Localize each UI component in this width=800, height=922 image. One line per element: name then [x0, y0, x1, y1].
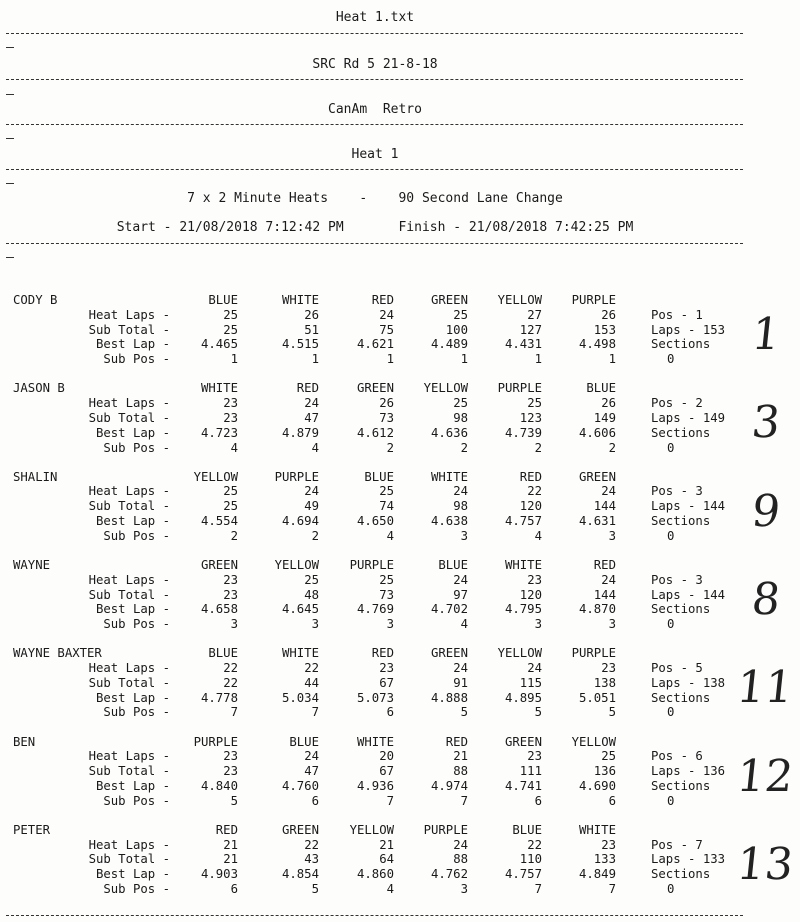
result-cell: 43 — [304, 852, 319, 867]
result-cell: 4.690 — [578, 778, 616, 793]
event-heading: SRC Rd 5 21-8-18 — [312, 57, 438, 72]
result-cell: 88 — [453, 764, 468, 779]
result-cell: 21 — [379, 837, 394, 852]
heat-laps-label: Heat Laps - — [88, 396, 170, 411]
lane-color: PURPLE — [571, 646, 616, 661]
dashed-divider — [6, 79, 743, 80]
result-cell: 5 — [230, 793, 238, 808]
result-cell: 123 — [519, 410, 542, 425]
result-cell: 23 — [223, 764, 238, 779]
dashed-divider — [6, 243, 743, 244]
result-cell: 3 — [460, 528, 468, 543]
laps-value: Laps - 133 — [651, 852, 726, 867]
result-cell: 22 — [527, 837, 542, 852]
result-cell: 23 — [527, 749, 542, 764]
sub-pos-label: Sub Pos - — [103, 528, 170, 543]
driver-name: WAYNE — [13, 557, 51, 572]
lane-color: GREEN — [504, 734, 542, 749]
lane-color: WHITE — [200, 381, 238, 396]
sub-total-label: Sub Total - — [88, 764, 170, 779]
result-cell: 4.849 — [578, 867, 616, 882]
result-cell: 4.694 — [281, 514, 319, 528]
laps-value: Laps - 153 — [651, 322, 726, 337]
result-cell: 3 — [534, 617, 542, 632]
result-cell: 3 — [608, 528, 616, 543]
result-cell: 1 — [311, 352, 319, 367]
lane-color: WHITE — [356, 734, 394, 749]
lane-color: PURPLE — [497, 381, 542, 396]
result-cell: 111 — [519, 764, 542, 779]
result-cell: 4.903 — [200, 867, 238, 882]
result-cell: 2 — [460, 440, 468, 455]
result-cell: 7 — [534, 882, 542, 896]
result-cell: 4.723 — [200, 425, 238, 440]
sections-value: 0 — [667, 793, 675, 808]
result-cell: 144 — [593, 499, 616, 514]
result-cell: 24 — [379, 307, 394, 322]
result-cell: 153 — [593, 322, 616, 337]
result-cell: 25 — [304, 572, 319, 587]
best-lap-label: Best Lap - — [95, 778, 170, 793]
lane-color: WHITE — [281, 646, 319, 661]
handwritten-rank: 8 — [749, 573, 783, 625]
result-cell: 4 — [311, 440, 319, 455]
result-cell: 3 — [230, 617, 238, 632]
best-lap-label: Best Lap - — [95, 690, 170, 705]
sections-label: Sections — [651, 602, 711, 617]
result-cell: 100 — [445, 322, 468, 337]
result-cell: 4.860 — [356, 867, 394, 882]
result-cell: 6 — [230, 882, 238, 896]
lane-color: RED — [371, 646, 394, 661]
result-cell: 25 — [223, 499, 238, 514]
result-cell: 4.888 — [430, 690, 468, 705]
lane-color: BLUE — [438, 557, 468, 572]
result-cell: 4.636 — [430, 425, 468, 440]
result-cell: 67 — [379, 675, 394, 690]
result-cell: 23 — [223, 410, 238, 425]
result-cell: 98 — [453, 410, 468, 425]
result-cell: 3 — [608, 617, 616, 632]
result-cell: 25 — [527, 396, 542, 411]
result-cell: 2 — [608, 440, 616, 455]
result-cell: 4 — [230, 440, 238, 455]
result-cell: 24 — [527, 661, 542, 675]
result-cell: 4.489 — [430, 337, 468, 352]
sub-total-label: Sub Total - — [88, 322, 170, 337]
result-cell: 23 — [223, 396, 238, 411]
result-cell: 4.498 — [578, 337, 616, 352]
result-cell: 75 — [379, 322, 394, 337]
result-cell: 4 — [460, 617, 468, 632]
heat-laps-label: Heat Laps - — [88, 484, 170, 499]
position-value: Pos - 2 — [651, 396, 703, 411]
position-value: Pos - 3 — [651, 572, 703, 587]
result-cell: 1 — [608, 352, 616, 367]
result-cell: 25 — [223, 322, 238, 337]
result-cell: 2 — [311, 528, 319, 543]
result-cell: 5.051 — [578, 690, 616, 705]
result-cell: 4.974 — [430, 778, 468, 793]
lane-color: YELLOW — [497, 646, 542, 661]
result-cell: 26 — [304, 307, 319, 322]
result-cell: 25 — [379, 484, 394, 499]
result-cell: 21 — [223, 837, 238, 852]
result-cell: 3 — [386, 617, 394, 632]
result-cell: 4.854 — [281, 867, 319, 882]
sections-value: 0 — [667, 528, 675, 543]
divider-stub — [6, 138, 14, 139]
result-cell: 27 — [527, 307, 542, 322]
driver-name: SHALIN — [13, 469, 58, 484]
result-cell: 4.658 — [200, 602, 238, 617]
result-cell: 6 — [608, 793, 616, 808]
sections-label: Sections — [651, 425, 711, 440]
result-cell: 22 — [304, 661, 319, 675]
dashed-divider — [6, 915, 743, 916]
result-cell: 6 — [534, 793, 542, 808]
result-cell: 4.702 — [430, 602, 468, 617]
result-cell: 4.621 — [356, 337, 394, 352]
result-cell: 4.840 — [200, 778, 238, 793]
heat-laps-label: Heat Laps - — [88, 749, 170, 764]
result-cell: 4.741 — [504, 778, 542, 793]
result-cell: 23 — [601, 661, 616, 675]
result-cell: 4.769 — [356, 602, 394, 617]
best-lap-label: Best Lap - — [95, 425, 170, 440]
lane-color: GREEN — [430, 293, 468, 307]
dashed-divider — [6, 124, 743, 125]
sections-label: Sections — [651, 690, 711, 705]
result-cell: 25 — [601, 749, 616, 764]
result-cell: 22 — [304, 837, 319, 852]
result-cell: 5 — [608, 705, 616, 720]
divider-stub — [6, 47, 14, 48]
lane-color: PURPLE — [349, 557, 394, 572]
result-cell: 4.638 — [430, 514, 468, 528]
sections-value: 0 — [667, 882, 675, 896]
result-cell: 23 — [379, 661, 394, 675]
handwritten-rank: 1 — [749, 309, 783, 360]
position-value: Pos - 6 — [651, 749, 703, 764]
sub-total-label: Sub Total - — [88, 852, 170, 867]
result-cell: 4.936 — [356, 778, 394, 793]
result-cell: 4.757 — [504, 867, 542, 882]
result-cell: 7 — [386, 793, 394, 808]
lane-color: YELLOW — [274, 557, 319, 572]
lane-color: WHITE — [281, 293, 319, 307]
result-cell: 26 — [601, 307, 616, 322]
sub-pos-label: Sub Pos - — [103, 440, 170, 455]
result-cell: 24 — [453, 661, 468, 675]
sub-pos-label: Sub Pos - — [103, 793, 170, 808]
sections-label: Sections — [651, 778, 711, 793]
result-cell: 21 — [453, 749, 468, 764]
result-cell: 64 — [379, 852, 394, 867]
result-cell: 26 — [379, 396, 394, 411]
result-cell: 5 — [460, 705, 468, 720]
result-cell: 6 — [386, 705, 394, 720]
result-cell: 4.554 — [200, 514, 238, 528]
sections-label: Sections — [651, 337, 711, 352]
laps-value: Laps - 136 — [651, 764, 726, 779]
lane-color: GREEN — [200, 557, 238, 572]
sub-pos-label: Sub Pos - — [103, 705, 170, 720]
heat-laps-label: Heat Laps - — [88, 661, 170, 675]
divider-stub — [6, 183, 14, 184]
driver-name: CODY B — [13, 293, 58, 307]
handwritten-rank: 3 — [749, 397, 783, 449]
lane-color: WHITE — [504, 557, 542, 572]
result-cell: 4.606 — [578, 425, 616, 440]
best-lap-label: Best Lap - — [95, 514, 170, 528]
sections-value: 0 — [667, 617, 675, 632]
sub-total-label: Sub Total - — [88, 410, 170, 425]
lane-color: YELLOW — [571, 734, 616, 749]
sections-label: Sections — [651, 514, 711, 528]
result-cell: 138 — [593, 675, 616, 690]
laps-value: Laps - 138 — [651, 675, 726, 690]
heat-laps-label: Heat Laps - — [88, 572, 170, 587]
laps-value: Laps - 144 — [651, 499, 726, 514]
result-cell: 4.757 — [504, 514, 542, 528]
heat-laps-label: Heat Laps - — [88, 307, 170, 322]
result-cell: 47 — [304, 410, 319, 425]
result-cell: 110 — [519, 852, 542, 867]
handwritten-rank: 13 — [734, 838, 796, 890]
handwritten-rank: 9 — [749, 485, 783, 537]
result-cell: 23 — [601, 837, 616, 852]
heat-laps-label: Heat Laps - — [88, 837, 170, 852]
lane-color: BLUE — [512, 822, 542, 837]
lane-color: PURPLE — [274, 469, 319, 484]
handwritten-rank: 12 — [734, 750, 796, 802]
result-cell: 26 — [601, 396, 616, 411]
result-cell: 97 — [453, 587, 468, 602]
laps-value: Laps - 149 — [651, 410, 726, 425]
result-cell: 3 — [460, 882, 468, 896]
driver-name: PETER — [13, 822, 51, 837]
result-cell: 23 — [223, 749, 238, 764]
lane-color: PURPLE — [571, 293, 616, 307]
result-cell: 25 — [379, 572, 394, 587]
result-cell: 24 — [304, 484, 319, 499]
lane-color: BLUE — [364, 469, 394, 484]
result-cell: 74 — [379, 499, 394, 514]
result-cell: 5.034 — [281, 690, 319, 705]
best-lap-label: Best Lap - — [95, 867, 170, 882]
position-value: Pos - 1 — [651, 307, 703, 322]
divider-stub — [6, 257, 14, 258]
result-cell: 4.739 — [504, 425, 542, 440]
result-cell: 4.612 — [356, 425, 394, 440]
result-cell: 25 — [453, 396, 468, 411]
result-cell: 4.778 — [200, 690, 238, 705]
sub-total-label: Sub Total - — [88, 675, 170, 690]
result-cell: 23 — [527, 572, 542, 587]
result-cell: 4.895 — [504, 690, 542, 705]
result-cell: 3 — [311, 617, 319, 632]
result-cell: 149 — [593, 410, 616, 425]
sections-value: 0 — [667, 352, 675, 367]
result-cell: 120 — [519, 499, 542, 514]
result-cell: 51 — [304, 322, 319, 337]
result-cell: 24 — [304, 396, 319, 411]
dashed-divider — [6, 33, 743, 34]
result-cell: 6 — [311, 793, 319, 808]
result-cell: 98 — [453, 499, 468, 514]
result-cell: 4.879 — [281, 425, 319, 440]
dashed-divider — [6, 169, 743, 170]
file-title: Heat 1.txt — [335, 10, 415, 25]
result-cell: 144 — [593, 587, 616, 602]
result-cell: 127 — [519, 322, 542, 337]
driver-name: WAYNE BAXTER — [13, 646, 102, 661]
result-cell: 4.645 — [281, 602, 319, 617]
result-cell: 136 — [593, 764, 616, 779]
result-cell: 5 — [534, 705, 542, 720]
result-cell: 4.795 — [504, 602, 542, 617]
lane-color: PURPLE — [193, 734, 238, 749]
lane-color: BLUE — [586, 381, 616, 396]
lane-color: WHITE — [578, 822, 616, 837]
result-cell: 4.631 — [578, 514, 616, 528]
result-cell: 22 — [223, 661, 238, 675]
result-cell: 4.515 — [281, 337, 319, 352]
lane-color: YELLOW — [497, 293, 542, 307]
result-cell: 48 — [304, 587, 319, 602]
result-cell: 5 — [311, 882, 319, 896]
sections-label: Sections — [651, 867, 711, 882]
lane-color: RED — [445, 734, 468, 749]
lane-color: GREEN — [430, 646, 468, 661]
result-cell: 7 — [608, 882, 616, 896]
result-cell: 67 — [379, 764, 394, 779]
sub-total-label: Sub Total - — [88, 499, 170, 514]
result-cell: 133 — [593, 852, 616, 867]
lane-color: BLUE — [208, 646, 238, 661]
result-cell: 91 — [453, 675, 468, 690]
result-cell: 120 — [519, 587, 542, 602]
result-cell: 4.760 — [281, 778, 319, 793]
result-cell: 25 — [453, 307, 468, 322]
result-cell: 24 — [453, 572, 468, 587]
lane-color: GREEN — [578, 469, 616, 484]
position-value: Pos - 3 — [651, 484, 703, 499]
result-cell: 24 — [453, 837, 468, 852]
sections-value: 0 — [667, 705, 675, 720]
lane-color: RED — [215, 822, 238, 837]
result-cell: 24 — [304, 749, 319, 764]
laps-value: Laps - 144 — [651, 587, 726, 602]
result-cell: 2 — [534, 440, 542, 455]
lane-color: RED — [519, 469, 542, 484]
handwritten-rank: 11 — [734, 662, 796, 714]
lane-color: RED — [371, 293, 394, 307]
result-cell: 7 — [311, 705, 319, 720]
result-cell: 22 — [223, 675, 238, 690]
result-cell: 23 — [223, 572, 238, 587]
lane-color: YELLOW — [349, 822, 394, 837]
result-cell: 1 — [386, 352, 394, 367]
result-cell: 7 — [230, 705, 238, 720]
result-cell: 73 — [379, 410, 394, 425]
lane-color: BLUE — [289, 734, 319, 749]
lane-color: GREEN — [281, 822, 319, 837]
result-cell: 23 — [223, 587, 238, 602]
times-line: Start - 21/08/2018 7:12:42 PM Finish - 21/08/2018 7:42:25 PM — [116, 220, 634, 235]
result-cell: 24 — [601, 572, 616, 587]
sub-pos-label: Sub Pos - — [103, 882, 170, 896]
result-cell: 24 — [453, 484, 468, 499]
lane-color: PURPLE — [423, 822, 468, 837]
lane-color: YELLOW — [193, 469, 238, 484]
lane-color: RED — [593, 557, 616, 572]
result-cell: 2 — [230, 528, 238, 543]
result-cell: 49 — [304, 499, 319, 514]
sub-pos-label: Sub Pos - — [103, 352, 170, 367]
result-cell: 1 — [230, 352, 238, 367]
format-line: 7 x 2 Minute Heats - 90 Second Lane Change — [187, 191, 563, 206]
result-cell: 73 — [379, 587, 394, 602]
sub-total-label: Sub Total - — [88, 587, 170, 602]
driver-name: JASON B — [13, 381, 65, 396]
result-cell: 25 — [223, 307, 238, 322]
lane-color: YELLOW — [423, 381, 468, 396]
result-cell: 22 — [527, 484, 542, 499]
result-cell: 24 — [601, 484, 616, 499]
result-cell: 4 — [386, 528, 394, 543]
divider-stub — [6, 94, 14, 95]
result-cell: 4 — [534, 528, 542, 543]
sections-value: 0 — [667, 440, 675, 455]
class-heading: CanAm Retro — [328, 102, 422, 117]
result-cell: 4.431 — [504, 337, 542, 352]
result-cell: 4 — [386, 882, 394, 896]
result-cell: 4.650 — [356, 514, 394, 528]
result-cell: 5.073 — [356, 690, 394, 705]
result-cell: 1 — [460, 352, 468, 367]
lane-color: RED — [296, 381, 319, 396]
lane-color: GREEN — [356, 381, 394, 396]
sub-pos-label: Sub Pos - — [103, 617, 170, 632]
result-cell: 44 — [304, 675, 319, 690]
result-cell: 4.465 — [200, 337, 238, 352]
lane-color: WHITE — [430, 469, 468, 484]
best-lap-label: Best Lap - — [95, 337, 170, 352]
result-cell: 2 — [386, 440, 394, 455]
result-cell: 115 — [519, 675, 542, 690]
driver-name: BEN — [13, 734, 36, 749]
result-cell: 20 — [379, 749, 394, 764]
result-cell: 4.762 — [430, 867, 468, 882]
result-cell: 7 — [460, 793, 468, 808]
heat-heading: Heat 1 — [351, 147, 399, 162]
result-cell: 21 — [223, 852, 238, 867]
position-value: Pos - 5 — [651, 661, 703, 675]
result-cell: 25 — [223, 484, 238, 499]
lane-color: BLUE — [208, 293, 238, 307]
position-value: Pos - 7 — [651, 837, 703, 852]
result-cell: 1 — [534, 352, 542, 367]
result-cell: 88 — [453, 852, 468, 867]
result-cell: 47 — [304, 764, 319, 779]
best-lap-label: Best Lap - — [95, 602, 170, 617]
result-cell: 4.870 — [578, 602, 616, 617]
